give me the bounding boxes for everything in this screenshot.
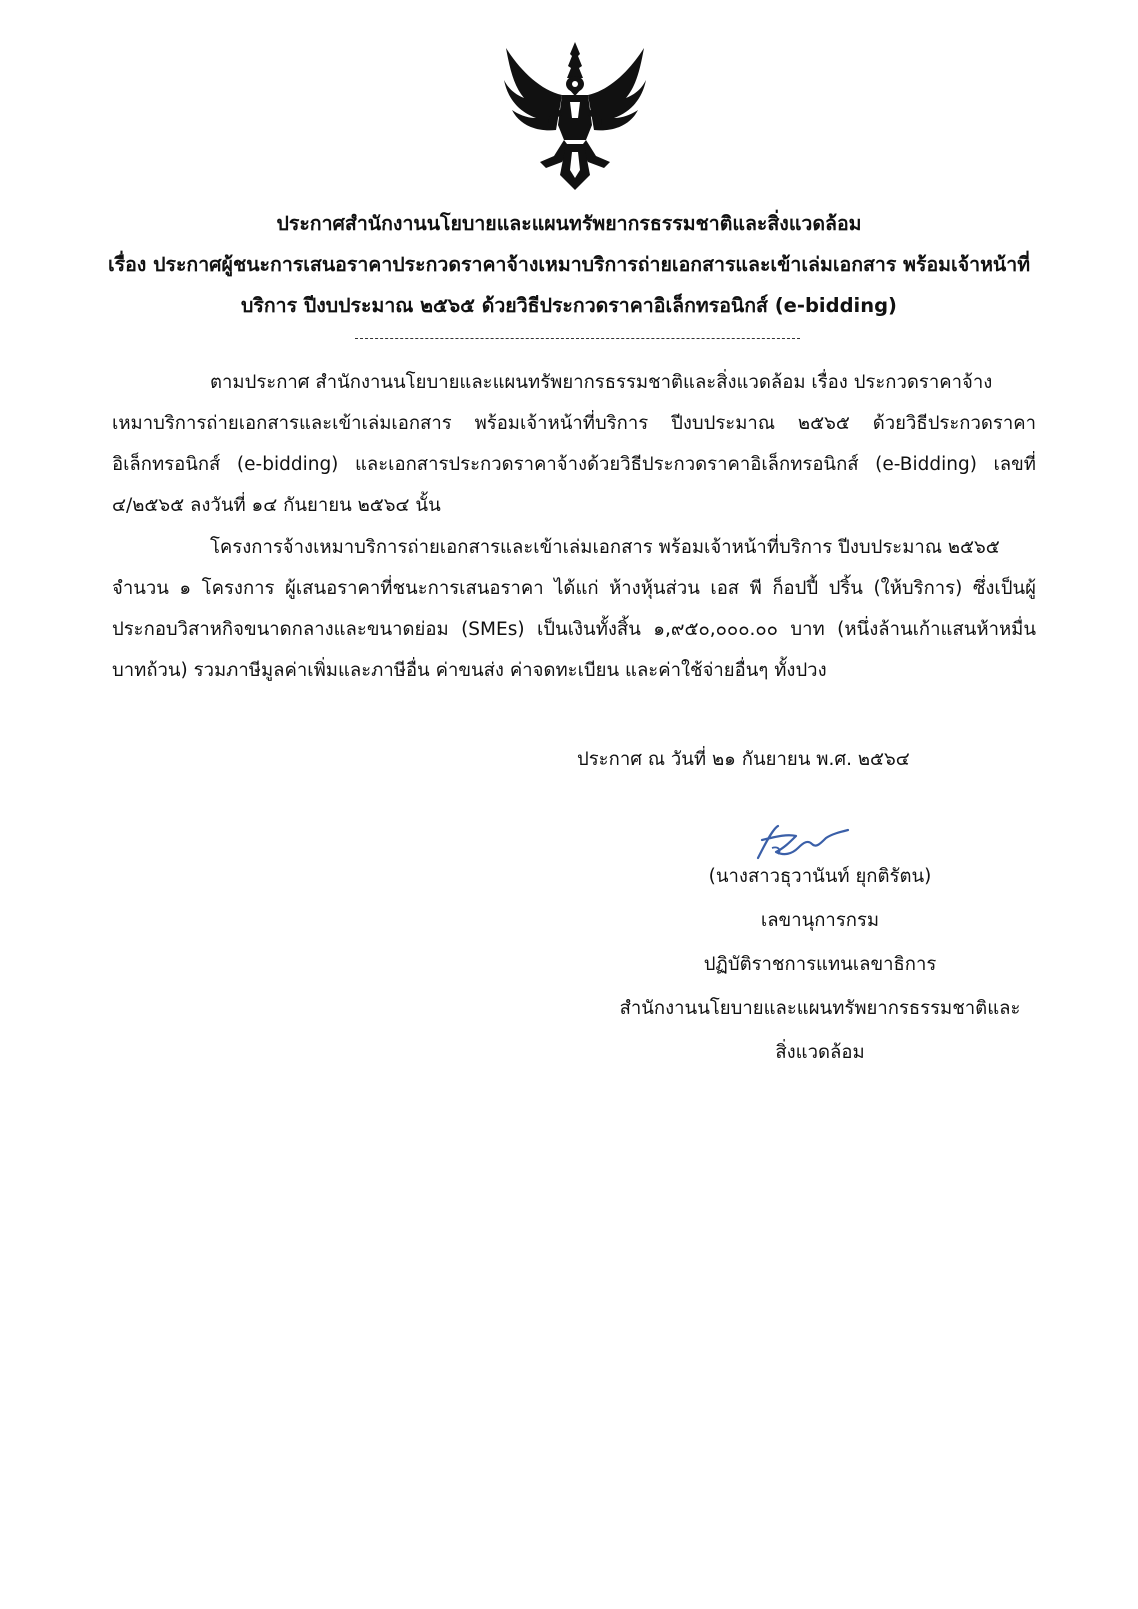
paragraph-1-line: เหมาบริการถ่ายเอกสารและเข้าเล่มเอกสาร พร้อมเจ้าหน้าที่บริการ ปีงบประมาณ ๒๕๖๕ ด้วยวิธีประกวดราคา bbox=[112, 413, 1036, 434]
title-line-3: บริการ ปีงบประมาณ ๒๕๖๕ ด้วยวิธีประกวดราคาอิเล็กทรอนิกส์ (e-bidding) bbox=[241, 294, 897, 317]
signatory-office: สำนักงานนโยบายและแผนทรัพยากรธรรมชาติและ bbox=[619, 998, 1021, 1019]
paragraph-2-line: บาทถ้วน) รวมภาษีมูลค่าเพิ่มและภาษีอื่น ค่าขนส่ง ค่าจดทะเบียน และค่าใช้จ่ายอื่นๆ ทั้งปวง bbox=[112, 660, 827, 681]
paragraph-1 bbox=[112, 362, 1036, 526]
signatory-block bbox=[600, 855, 1040, 1075]
separator-line bbox=[355, 338, 800, 339]
paragraph-1-line: ตามประกาศ สำนักงานนโยบายและแผนทรัพยากรธรรมชาติและสิ่งแวดล้อม เรื่อง ประกวดราคาจ้าง bbox=[210, 372, 993, 393]
announcement-title bbox=[100, 203, 1038, 326]
title-line-2: เรื่อง ประกาศผู้ชนะการเสนอราคาประกวดราคาจ้างเหมาบริการถ่ายเอกสารและเข้าเล่มเอกสาร พร้อมเจ้าหน้าที่ bbox=[107, 253, 1031, 276]
paragraph-1-line: อิเล็กทรอนิกส์ (e-bidding) และเอกสารประกวดราคาจ้างด้วยวิธีประกวดราคาอิเล็กทรอนิกส์ (e-Bidding) เลขที่ bbox=[112, 454, 1036, 475]
paragraph-2-line: ประกอบวิสาหกิจขนาดกลางและขนาดย่อม (SMEs) เป็นเงินทั้งสิ้น ๑,๙๕๐,๐๐๐.๐๐ บาท (หนึ่งล้านเก้าแสนห้าหมื่น bbox=[112, 619, 1036, 640]
signatory-office-cont: สิ่งแวดล้อม bbox=[775, 1042, 865, 1063]
announcement-date: ประกาศ ณ วันที่ ๒๑ กันยายน พ.ศ. ๒๕๖๔ bbox=[577, 749, 910, 770]
signatory-name: (นางสาวธุวานันท์ ยุกติรัตน) bbox=[708, 866, 932, 887]
paragraph-2 bbox=[112, 527, 1036, 691]
signatory-position: เลขานุการกรม bbox=[760, 910, 880, 931]
paragraph-2-line: จำนวน ๑ โครงการ ผู้เสนอราคาที่ชนะการเสนอราคา ได้แก่ ห้างหุ้นส่วน เอส พี ก็อปปี้ ปริ้น (ให้บริการ) ซึ่งเป็นผู้ bbox=[112, 578, 1036, 599]
paragraph-2-line: โครงการจ้างเหมาบริการถ่ายเอกสารและเข้าเล่มเอกสาร พร้อมเจ้าหน้าที่บริการ ปีงบประมาณ ๒๕๖๕ bbox=[210, 537, 1000, 558]
signatory-acting-for: ปฏิบัติราชการแทนเลขาธิการ bbox=[703, 954, 937, 975]
title-line-1: ประกาศสำนักงานนโยบายและแผนทรัพยากรธรรมชาติและสิ่งแวดล้อม bbox=[276, 212, 862, 235]
paragraph-1-line: ๔/๒๕๖๕ ลงวันที่ ๑๔ กันยายน ๒๕๖๔ นั้น bbox=[112, 495, 441, 516]
garuda-emblem bbox=[500, 40, 650, 195]
